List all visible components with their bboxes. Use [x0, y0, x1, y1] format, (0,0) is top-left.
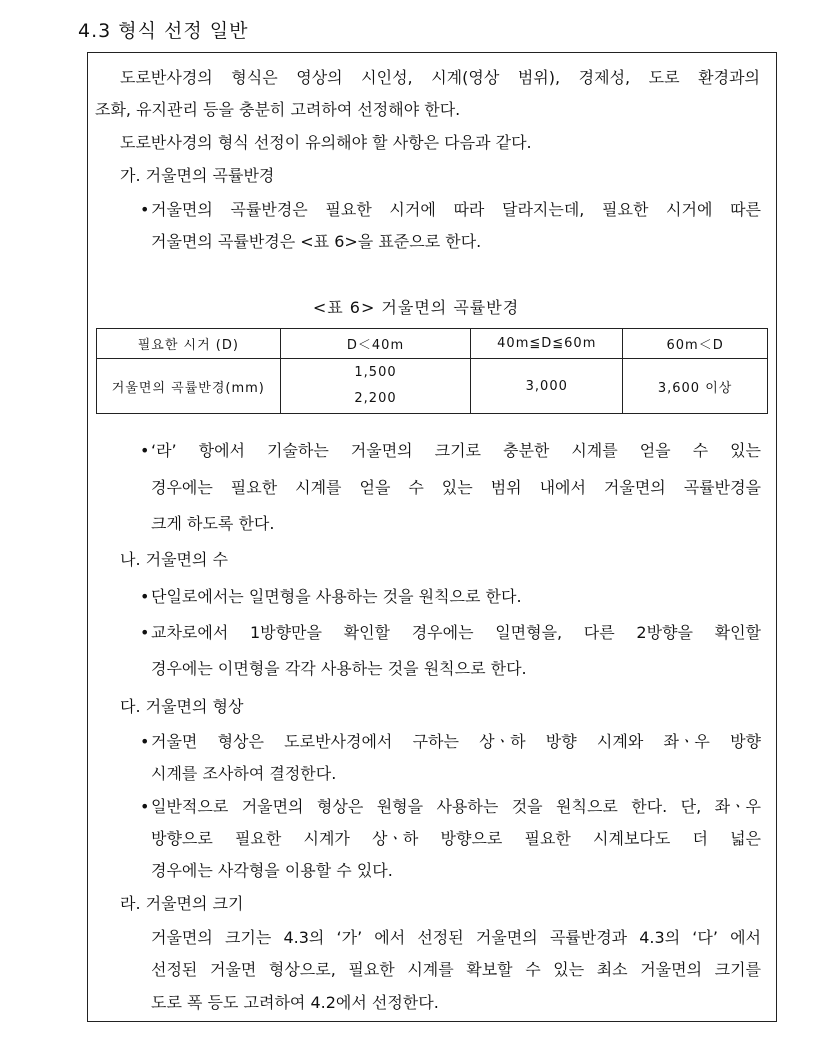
da-bullet1-line2: 시계를 조사하여 결정한다.: [151, 764, 337, 783]
bullet-icon: •: [140, 732, 150, 751]
section-title: 4.3 형식 선정 일반: [78, 20, 249, 42]
intro-line-2: 조화, 유지관리 등을 충분히 고려하여 선정해야 한다.: [95, 100, 461, 119]
ga-bullet2-line3: 크게 하도록 한다.: [151, 514, 275, 533]
table-cell: 3,600 이상: [623, 359, 768, 414]
na-bullet2-line2: 경우에는 이면형을 각각 사용하는 것을 원칙으로 한다.: [151, 659, 527, 678]
table-row: [97, 359, 768, 414]
ra-line2: 선정된 거울면 형상으로, 필요한 시계를 확보할 수 있는 최소 거울면의 크기를: [151, 960, 761, 979]
table-cell-value: 1,500: [354, 365, 397, 380]
bullet-icon: •: [140, 200, 150, 219]
heading-ga: 가. 거울면의 곡률반경: [120, 166, 275, 185]
bullet-icon: •: [140, 441, 150, 460]
da-bullet1-line1: 거울면 형상은 도로반사경에서 구하는 상ㆍ하 방향 시계와 좌ㆍ우 방향: [151, 732, 761, 751]
bullet-icon: •: [140, 587, 150, 606]
table-header-row: [97, 329, 768, 359]
table-header-cell: 필요한 시거 (D): [97, 329, 281, 359]
da-bullet2-line1: 일반적으로 거울면의 형상은 원형을 사용하는 것을 원칙으로 한다. 단, 좌ㆍ우: [151, 797, 761, 816]
table-row-label: 거울면의 곡률반경(mm): [97, 359, 281, 414]
da-bullet2-line3: 경우에는 사각형을 이용할 수 있다.: [151, 861, 393, 880]
table-cell: [280, 359, 471, 414]
da-bullet2-line2: 방향으로 필요한 시계가 상ㆍ하 방향으로 필요한 시계보다도 더 넓은: [151, 829, 761, 848]
intro-line-1: 도로반사경의 형식은 영상의 시인성, 시계(영상 범위), 경제성, 도로 환경과의: [120, 68, 760, 87]
table-cell-value: 2,200: [354, 391, 397, 406]
ga-bullet1-line2: 거울면의 곡률반경은 <표 6>을 표준으로 한다.: [151, 232, 482, 251]
curvature-table: [96, 328, 768, 414]
ra-line1: 거울면의 크기는 4.3의 ‘가’ 에서 선정된 거울면의 곡률반경과 4.3의 ‘다’ 에서: [151, 928, 761, 947]
heading-da: 다. 거울면의 형상: [120, 697, 244, 716]
table-cell: 3,000: [471, 359, 623, 414]
bullet-icon: •: [140, 623, 150, 642]
na-bullet1: 단일로에서는 일면형을 사용하는 것을 원칙으로 한다.: [151, 587, 522, 606]
ga-bullet2-line1: ‘라’ 항에서 기술하는 거울면의 크기로 충분한 시계를 얻을 수 있는: [151, 441, 761, 460]
na-bullet2-line1: 교차로에서 1방향만을 확인할 경우에는 일면형을, 다른 2방향을 확인할: [151, 623, 761, 642]
heading-ra: 라. 거울면의 크기: [120, 894, 244, 913]
ga-bullet1-line1: 거울면의 곡률반경은 필요한 시거에 따라 달라지는데, 필요한 시거에 따른: [151, 200, 761, 219]
ra-line3: 도로 폭 등도 고려하여 4.2에서 선정한다.: [151, 993, 439, 1012]
table-header-cell: 60m＜D: [623, 329, 768, 359]
intro-line-3: 도로반사경의 형식 선정이 유의해야 할 사항은 다음과 같다.: [120, 133, 532, 152]
table-header-cell: 40m≦D≦60m: [471, 329, 623, 359]
heading-na: 나. 거울면의 수: [120, 550, 228, 569]
ga-bullet2-line2: 경우에는 필요한 시계를 얻을 수 있는 범위 내에서 거울면의 곡률반경을: [151, 478, 761, 497]
table-header-cell: D＜40m: [280, 329, 471, 359]
bullet-icon: •: [140, 797, 150, 816]
table-caption: <표 6> 거울면의 곡률반경: [312, 298, 520, 317]
